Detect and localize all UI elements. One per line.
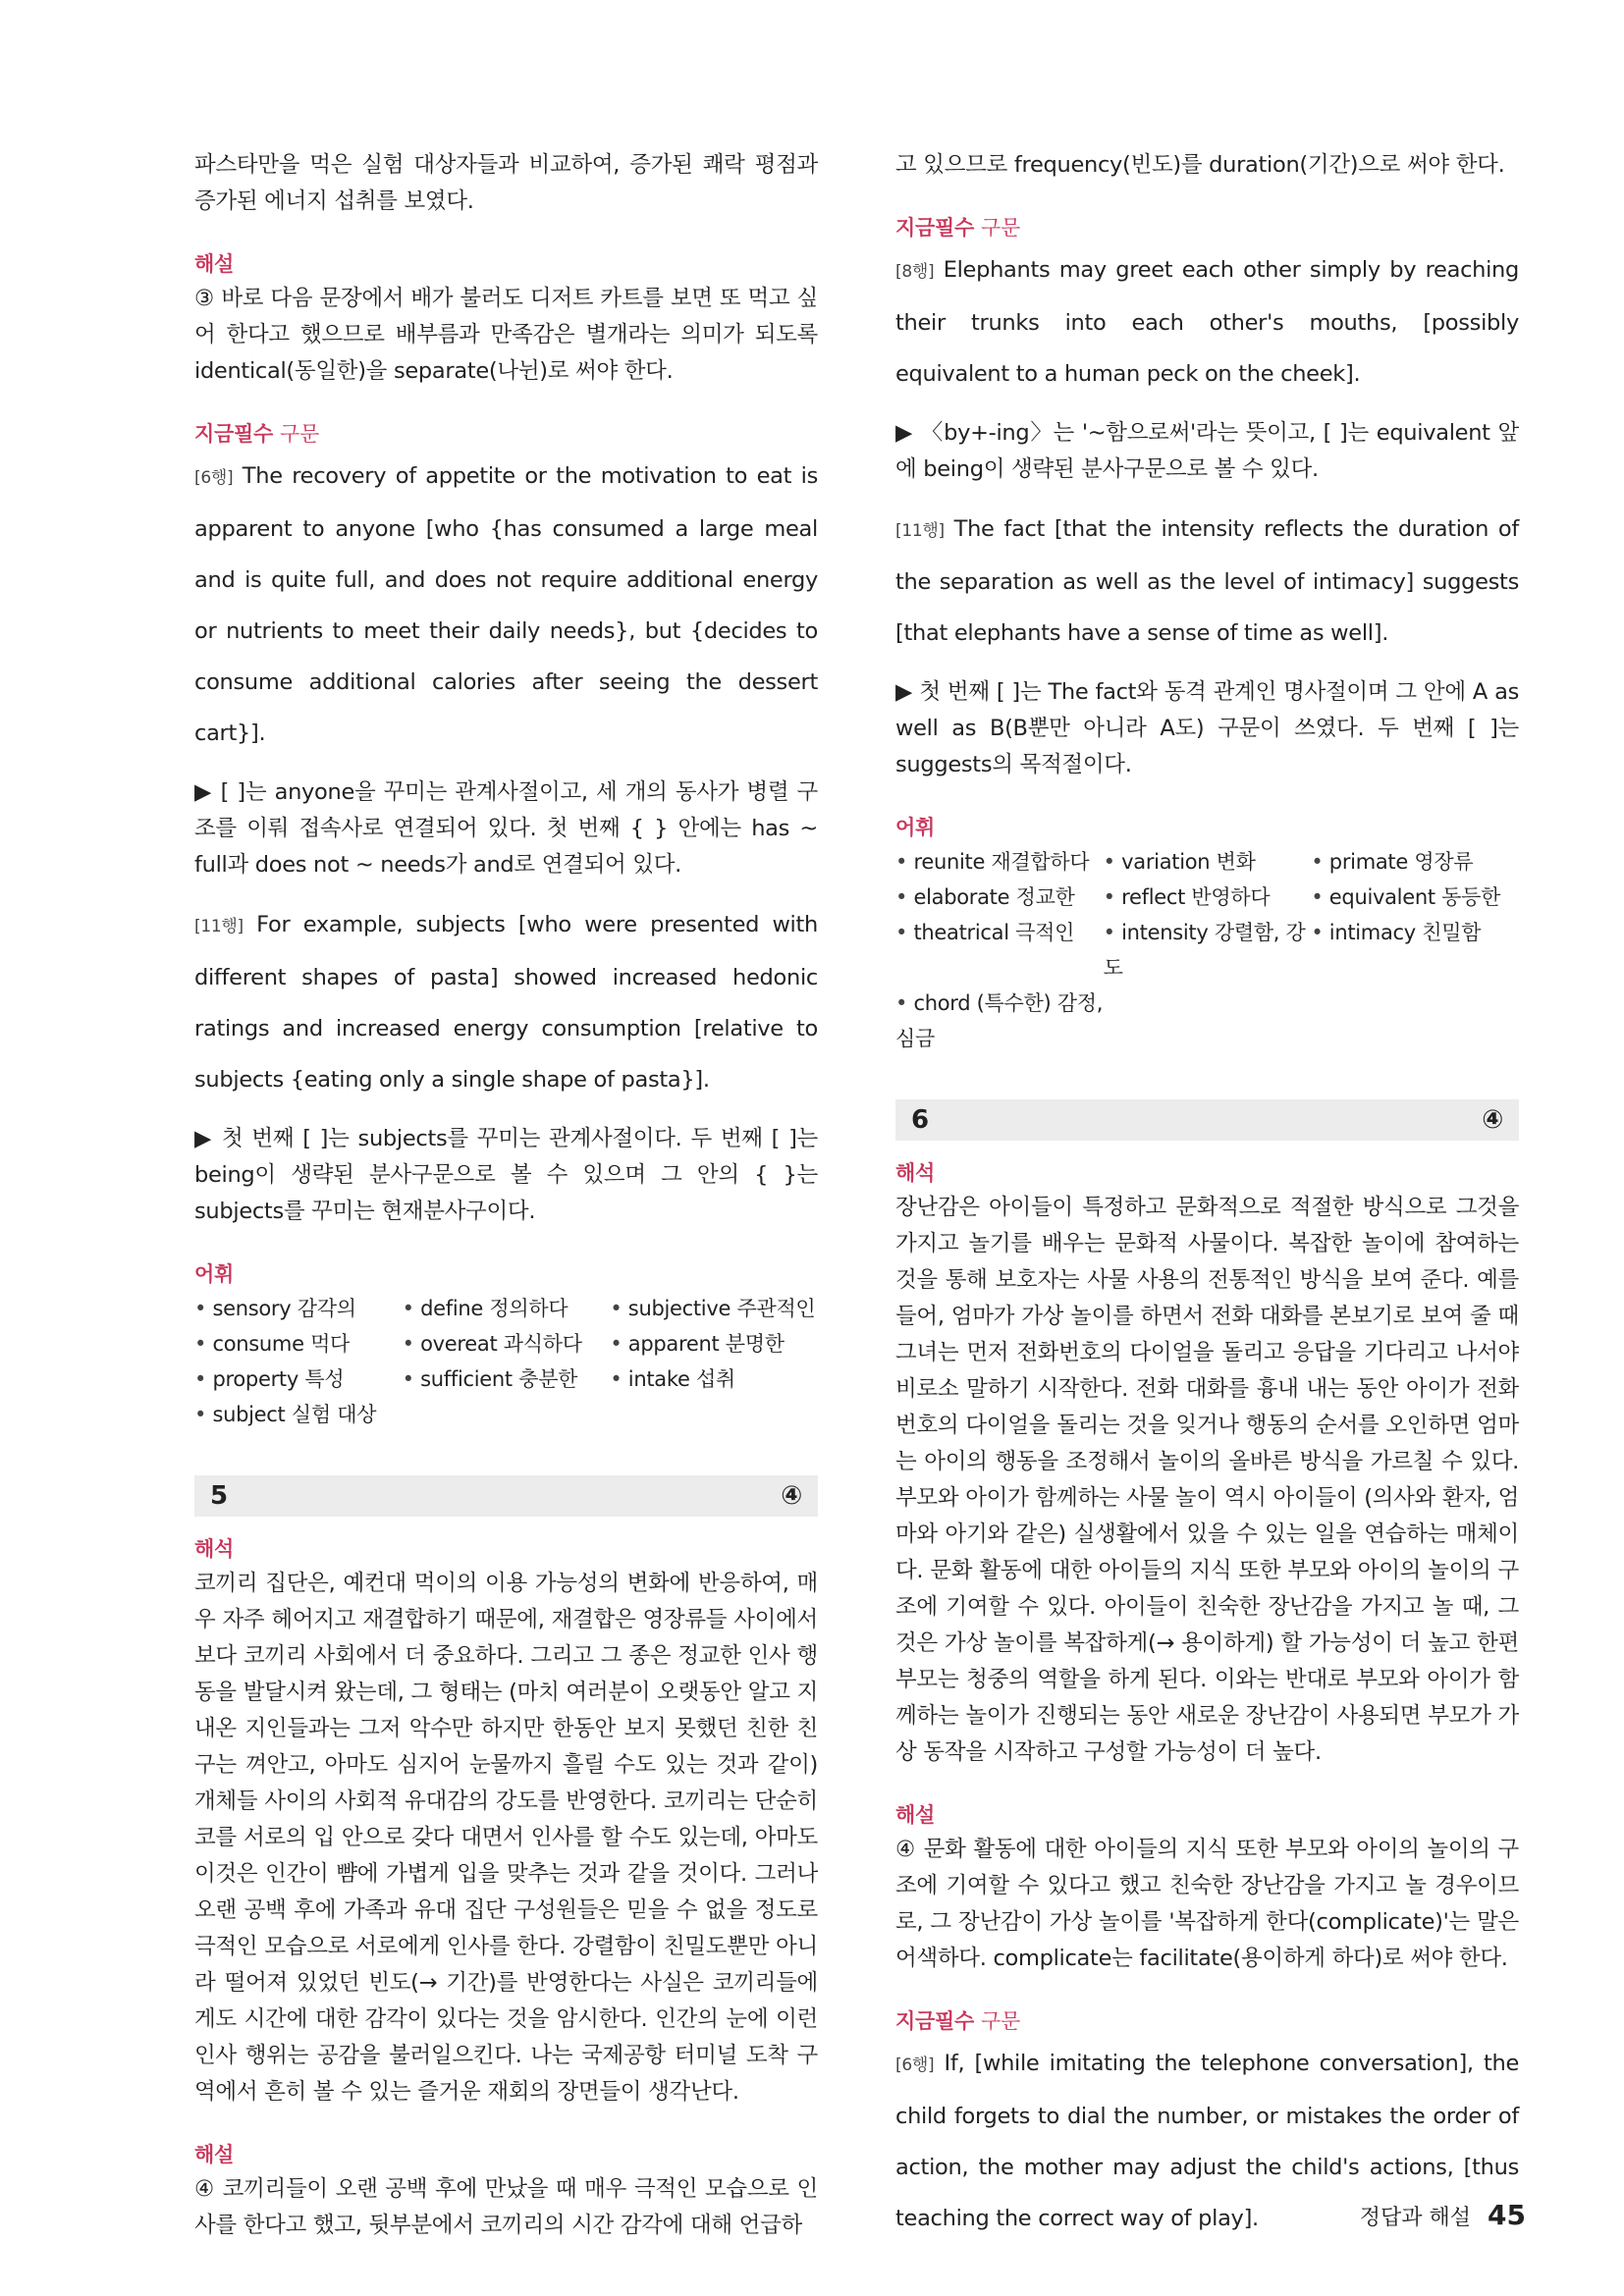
vocab-item: • sensory 감각의 (194, 1291, 403, 1326)
haeseol-text: ④ 코끼리들이 오랜 공백 후에 만났을 때 매우 극적인 모습으로 인사를 한다고 했고, 뒷부분에서 코끼리의 시간 감각에 대해 언급하 (194, 2176, 818, 2238)
gumun-heading (194, 417, 818, 451)
vocab-item: • elaborate 정교한 (895, 880, 1104, 915)
haeseol-text: ③ 바로 다음 문장에서 배가 불러도 디저트 카트를 보면 또 먹고 싶어 한다고 했으므로 배부름과 만족감은 별개라는 의미가 되도록 identical(동일한)을 separate(나뉜)로 써야 한다. (194, 286, 818, 384)
left-column (194, 147, 818, 2244)
right-column (895, 147, 1519, 2244)
vocab-item: • overeat 과식하다 (403, 1326, 611, 1362)
page-number: 45 (1488, 2199, 1526, 2231)
sentence-analysis-1 (194, 451, 818, 759)
vocab-item: • intensity 강렬함, 강도 (1104, 915, 1312, 986)
section-number: 6 (911, 1104, 929, 1135)
line-tag: [11행] (194, 917, 244, 936)
sentence-text: If, [while imitating the telephone conversation], the child forgets to dial the number, or mistakes the order of action, the mother may adjust the child's actions, [thus teaching the correct way of play]. (895, 2051, 1519, 2231)
haeseol-heading: 해설 (895, 1803, 935, 1827)
sentence-text: Elephants may greet each other simply by reaching their trunks into each other's mouths, [possibly equivalent to a human peck on the cheek]. (895, 257, 1519, 387)
sentence-text: For example, subjects [who were presented with different shapes of pasta] showed increased hedonic ratings and increased energy consumption [relative to subjects {eating only a single shape of pasta}]. (194, 912, 818, 1093)
translation-text: 장난감은 아이들이 특정하고 문화적으로 적절한 방식으로 그것을 가지고 놀기를 배우는 문화적 사물이다. 복잡한 놀이에 참여하는 것을 통해 보호자는 사물 사용의 전통적인 방식을 보여 준다. 예를 들어, 엄마가 가상 놀이를 하면서 전화 대화를 본보기로 보여 줄 때 그녀는 먼저 전화번호의 다이얼을 돌리고 응답을 기다리고 나서야 비로소 말하기 시작한다. 전화 대화를 흉내 내는 동안 아이가 전화번호의 다이얼을 돌리는 것을 잊거나 행동의 순서를 오인하면 엄마는 아이의 행동을 조정해서 놀이의 올바른 방식을 가르칠 수 있다. 부모와 아이가 함께하는 사물 놀이 역시 아이들이 (의사와 환자, 엄마와 아기와 같은) 실생활에서 있을 수 있는 일을 연습하는 매체이다. 문화 활동에 대한 아이들의 지식 또한 부모와 아이의 놀이의 구조에 기여할 수 있다. 아이들이 친숙한 장난감을 가지고 놀 때, 그것은 가상 놀이를 복잡하게(→ 용이하게) 할 가능성이 더 높고 한편 부모는 청중의 역할을 하게 된다. 이와는 반대로 부모와 아이가 함께하는 놀이가 진행되는 동안 새로운 장난감이 사용되면 부모가 가상 동작을 시작하고 구성할 가능성이 더 높다. (895, 1195, 1519, 1765)
vocab-item: • intake 섭취 (610, 1362, 818, 1397)
line-tag: [8행] (895, 262, 935, 282)
vocab-item: • sufficient 충분한 (403, 1362, 611, 1397)
vocab-item: • chord (특수한) 감정, 심금 (895, 986, 1104, 1056)
vocab-item: • intimacy 친밀함 (1311, 915, 1519, 986)
translation-text: 코끼리 집단은, 예컨대 먹이의 이용 가능성의 변화에 반응하여, 매우 자주 헤어지고 재결합하기 때문에, 재결합은 영장류들 사이에서보다 코끼리 사회에서 더 중요하다. 그리고 그 종은 정교한 인사 행동을 발달시켜 왔는데, 그 형태는 (마치 여러분이 오랫동안 알고 지내온 지인들과는 그저 악수만 하지만 한동안 보지 못했던 친한 친구는 껴안고, 아마도 심지어 눈물까지 흘릴 수도 있는 것과 같이) 개체들 사이의 사회적 유대감의 강도를 반영한다. 코끼리는 단순히 코를 서로의 입 안으로 갖다 대면서 인사를 할 수도 있는데, 아마도 이것은 인간이 뺨에 가볍게 입을 맞추는 것과 같을 것이다. 그러나 오랜 공백 후에 가족과 유대 집단 구성원들은 믿을 수 없을 정도로 극적인 모습으로 서로에게 인사를 한다. 강렬함이 친밀도뿐만 아니라 떨어져 있었던 빈도(→ 기간)를 반영한다는 사실은 코끼리들에게도 시간에 대한 감각이 있다는 것을 암시한다. 인간의 눈에 이런 인사 행위는 공감을 불러일으킨다. 나는 국제공항 터미널 도착 구역에서 흔히 볼 수 있는 즐거운 재회의 장면들이 생각난다. (194, 1571, 818, 2105)
gumun-label-b: 구문 (279, 422, 319, 446)
answer-mark: ④ (781, 1480, 802, 1511)
haeseok-heading: 해석 (194, 1537, 234, 1561)
gumun-label-b: 구문 (980, 2009, 1020, 2033)
haeseok-heading: 해석 (895, 1161, 935, 1185)
vocab-item: • theatrical 극적인 (895, 915, 1104, 986)
haeseol-text: ④ 문화 활동에 대한 아이들의 지식 또한 부모와 아이의 놀이의 구조에 기여할 수 있다고 했고 친숙한 장난감을 가지고 놀 경우이므로, 그 장난감이 가상 놀이를 '복잡하게 한다(complicate)'는 말은 어색하다. complicate는 facilitate(용이하게 하다)로 써야 한다. (895, 1837, 1519, 1971)
note-1: ▶ 〈by+-ing〉는 '~함으로써'라는 뜻이고, [ ]는 equivalent 앞에 being이 생략된 분사구문으로 볼 수 있다. (895, 420, 1519, 482)
gumun-label-b: 구문 (980, 216, 1020, 240)
haeseol-heading: 해설 (194, 252, 234, 276)
section-6-header (895, 1099, 1519, 1141)
line-tag: [6행] (895, 2056, 935, 2075)
page-footer (1360, 2199, 1526, 2231)
gumun-heading (895, 2004, 1519, 2038)
gumun-label-a: 지금필수 (895, 216, 974, 240)
sentence-analysis-2 (895, 504, 1519, 659)
vocab-item: • apparent 분명한 (610, 1326, 818, 1362)
line-tag: [11행] (895, 521, 945, 541)
line-tag: [6행] (194, 468, 234, 488)
gumun-label-a: 지금필수 (194, 422, 273, 446)
vocab-item: • define 정의하다 (403, 1291, 611, 1326)
sentence-analysis-2 (194, 899, 818, 1105)
footer-label: 정답과 해설 (1359, 2206, 1472, 2230)
note-2: ▶ 첫 번째 [ ]는 The fact와 동격 관계인 명사절이며 그 안에 A as well as B(B뿐만 아니라 A도) 구문이 쓰였다. 두 번째 [ ]는 suggests의 목적절이다. (895, 679, 1519, 777)
intro-text: 파스타만을 먹은 실험 대상자들과 비교하여, 증가된 쾌락 평점과 증가된 에너지 섭취를 보였다. (194, 152, 818, 214)
answer-mark: ④ (1482, 1104, 1503, 1135)
note-2: ▶ 첫 번째 [ ]는 subjects를 꾸미는 관계사절이다. 두 번째 [ ]는 being이 생략된 분사구문으로 볼 수 있으며 그 안의 { }는 subjects를 꾸미는 현재분사구이다. (194, 1126, 818, 1224)
vocab-item: • variation 변화 (1104, 844, 1312, 880)
sentence-text: The fact [that the intensity reflects the duration of the separation as well as the level of intimacy] suggests [that elephants have a sense of time as well]. (895, 516, 1519, 646)
sentence-analysis-1 (895, 244, 1519, 400)
gumun-label-a: 지금필수 (895, 2009, 974, 2033)
note-1: ▶ [ ]는 anyone을 꾸미는 관계사절이고, 세 개의 동사가 병렬 구조를 이뤄 접속사로 연결되어 있다. 첫 번째 { } 안에는 has ~ full과 does not ~ needs가 and로 연결되어 있다. (194, 779, 818, 878)
sentence-text: The recovery of appetite or the motivation to eat is apparent to anyone [who {has consumed a large meal and is quite full, and does not require additional energy or nutrients to meet their daily needs}, but {decides to consume additional calories after seeing the dessert cart}]. (194, 463, 818, 746)
section-number: 5 (210, 1480, 228, 1511)
vocab-heading: 어휘 (895, 816, 935, 839)
vocab-item: • subject 실험 대상 (194, 1397, 403, 1432)
vocab-item: • property 특성 (194, 1362, 403, 1397)
gumun-heading (895, 211, 1519, 244)
vocab-item: • subjective 주관적인 (610, 1291, 818, 1326)
vocab-list (895, 844, 1519, 1056)
vocab-heading: 어휘 (194, 1262, 234, 1286)
vocab-item: • equivalent 동등한 (1311, 880, 1519, 915)
vocab-list (194, 1291, 818, 1432)
haeseol-heading: 해설 (194, 2143, 234, 2166)
vocab-item: • consume 먹다 (194, 1326, 403, 1362)
vocab-item: • reunite 재결합하다 (895, 844, 1104, 880)
section-5-header (194, 1475, 818, 1517)
vocab-item: • primate 영장류 (1311, 844, 1519, 880)
vocab-item: • reflect 반영하다 (1104, 880, 1312, 915)
continued-text: 고 있으므로 frequency(빈도)를 duration(기간)으로 써야 한다. (895, 152, 1505, 178)
